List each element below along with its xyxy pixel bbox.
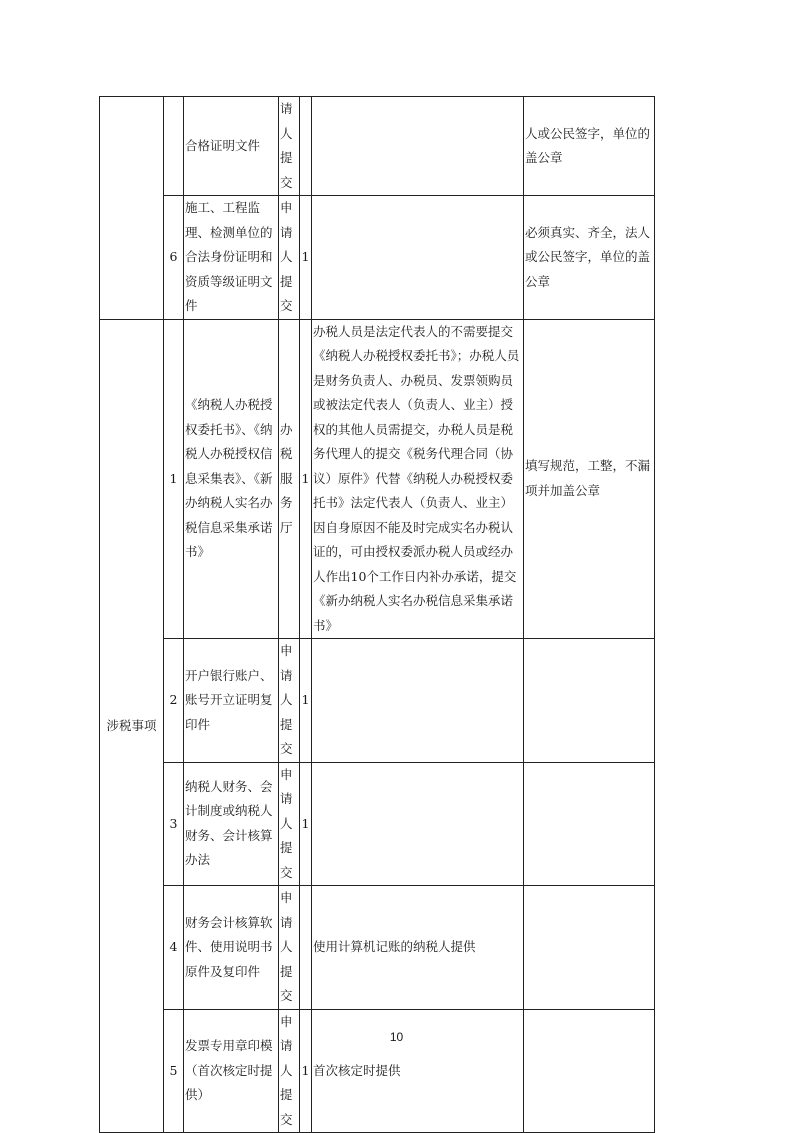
requirement: 填写规范，工整，不漏项并加盖公章 <box>524 319 655 639</box>
item-number <box>164 97 184 196</box>
materials-table <box>99 96 655 1133</box>
material-source: 申请人提交 <box>279 762 300 886</box>
table-row <box>100 319 655 639</box>
material-source: 申请人提交 <box>279 886 300 1010</box>
remark: 使用计算机记账的纳税人提供 <box>312 886 524 1010</box>
remark: 首次核定时提供 <box>312 1009 524 1133</box>
category-cell <box>100 97 164 320</box>
requirement <box>524 1009 655 1133</box>
material-source: 请人提交 <box>279 97 300 196</box>
material-name: 纳税人财务、会计制度或纳税人财务、会计核算办法 <box>184 762 279 886</box>
remark <box>312 196 524 320</box>
material-name: 《纳税人办税授权委托书》、《纳税人办税授权信息采集表》、《新办纳税人实名办税信息采集承诺书》 <box>184 319 279 639</box>
remark <box>312 97 524 196</box>
table-row <box>100 1009 655 1133</box>
item-number: 1 <box>164 319 184 639</box>
requirement: 必须真实、齐全，法人或公民签字，单位的盖公章 <box>524 196 655 320</box>
copies: 1 <box>300 319 312 639</box>
material-source: 申请人提交 <box>279 1009 300 1133</box>
requirement <box>524 639 655 763</box>
table-row <box>100 886 655 1010</box>
remark: 办税人员是法定代表人的不需要提交《纳税人办税授权委托书》；办税人员是财务负责人、办税员、发票领购员或被法定代表人（负责人、业主）授权的其他人员需提交，办税人员是税务代理人的提交《税务代理合同（协议）原件》代替《纳税人办税授权委托书》法定代表人（负责人、业主）因自身原因不能及时完成实名办税认证的，可由授权委派办税人员或经办人作出10个工作日内补办承诺，提交《新办纳税人实名办税信息采集承诺书》 <box>312 319 524 639</box>
copies <box>300 886 312 1010</box>
table-row <box>100 97 655 196</box>
material-name: 合格证明文件 <box>184 97 279 196</box>
requirement <box>524 762 655 886</box>
remark <box>312 762 524 886</box>
table-row <box>100 762 655 886</box>
material-source: 办税服务厅 <box>279 319 300 639</box>
material-name: 发票专用章印模（首次核定时提供） <box>184 1009 279 1133</box>
item-number: 2 <box>164 639 184 763</box>
material-source: 申请人提交 <box>279 639 300 763</box>
copies: 1 <box>300 196 312 320</box>
copies <box>300 97 312 196</box>
material-name: 施工、工程监理、检测单位的合法身份证明和资质等级证明文件 <box>184 196 279 320</box>
material-source: 申请人提交 <box>279 196 300 320</box>
material-name: 开户银行账户、账号开立证明复印件 <box>184 639 279 763</box>
table-row <box>100 639 655 763</box>
remark <box>312 639 524 763</box>
table-row <box>100 196 655 320</box>
material-name: 财务会计核算软件、使用说明书原件及复印件 <box>184 886 279 1010</box>
requirement: 人或公民签字，单位的盖公章 <box>524 97 655 196</box>
copies: 1 <box>300 639 312 763</box>
item-number: 3 <box>164 762 184 886</box>
page-number: 10 <box>389 1030 404 1044</box>
item-number: 5 <box>164 1009 184 1133</box>
copies: 1 <box>300 762 312 886</box>
item-number: 4 <box>164 886 184 1010</box>
copies: 1 <box>300 1009 312 1133</box>
requirement <box>524 886 655 1010</box>
item-number: 6 <box>164 196 184 320</box>
category-cell: 涉税事项 <box>100 319 164 1133</box>
